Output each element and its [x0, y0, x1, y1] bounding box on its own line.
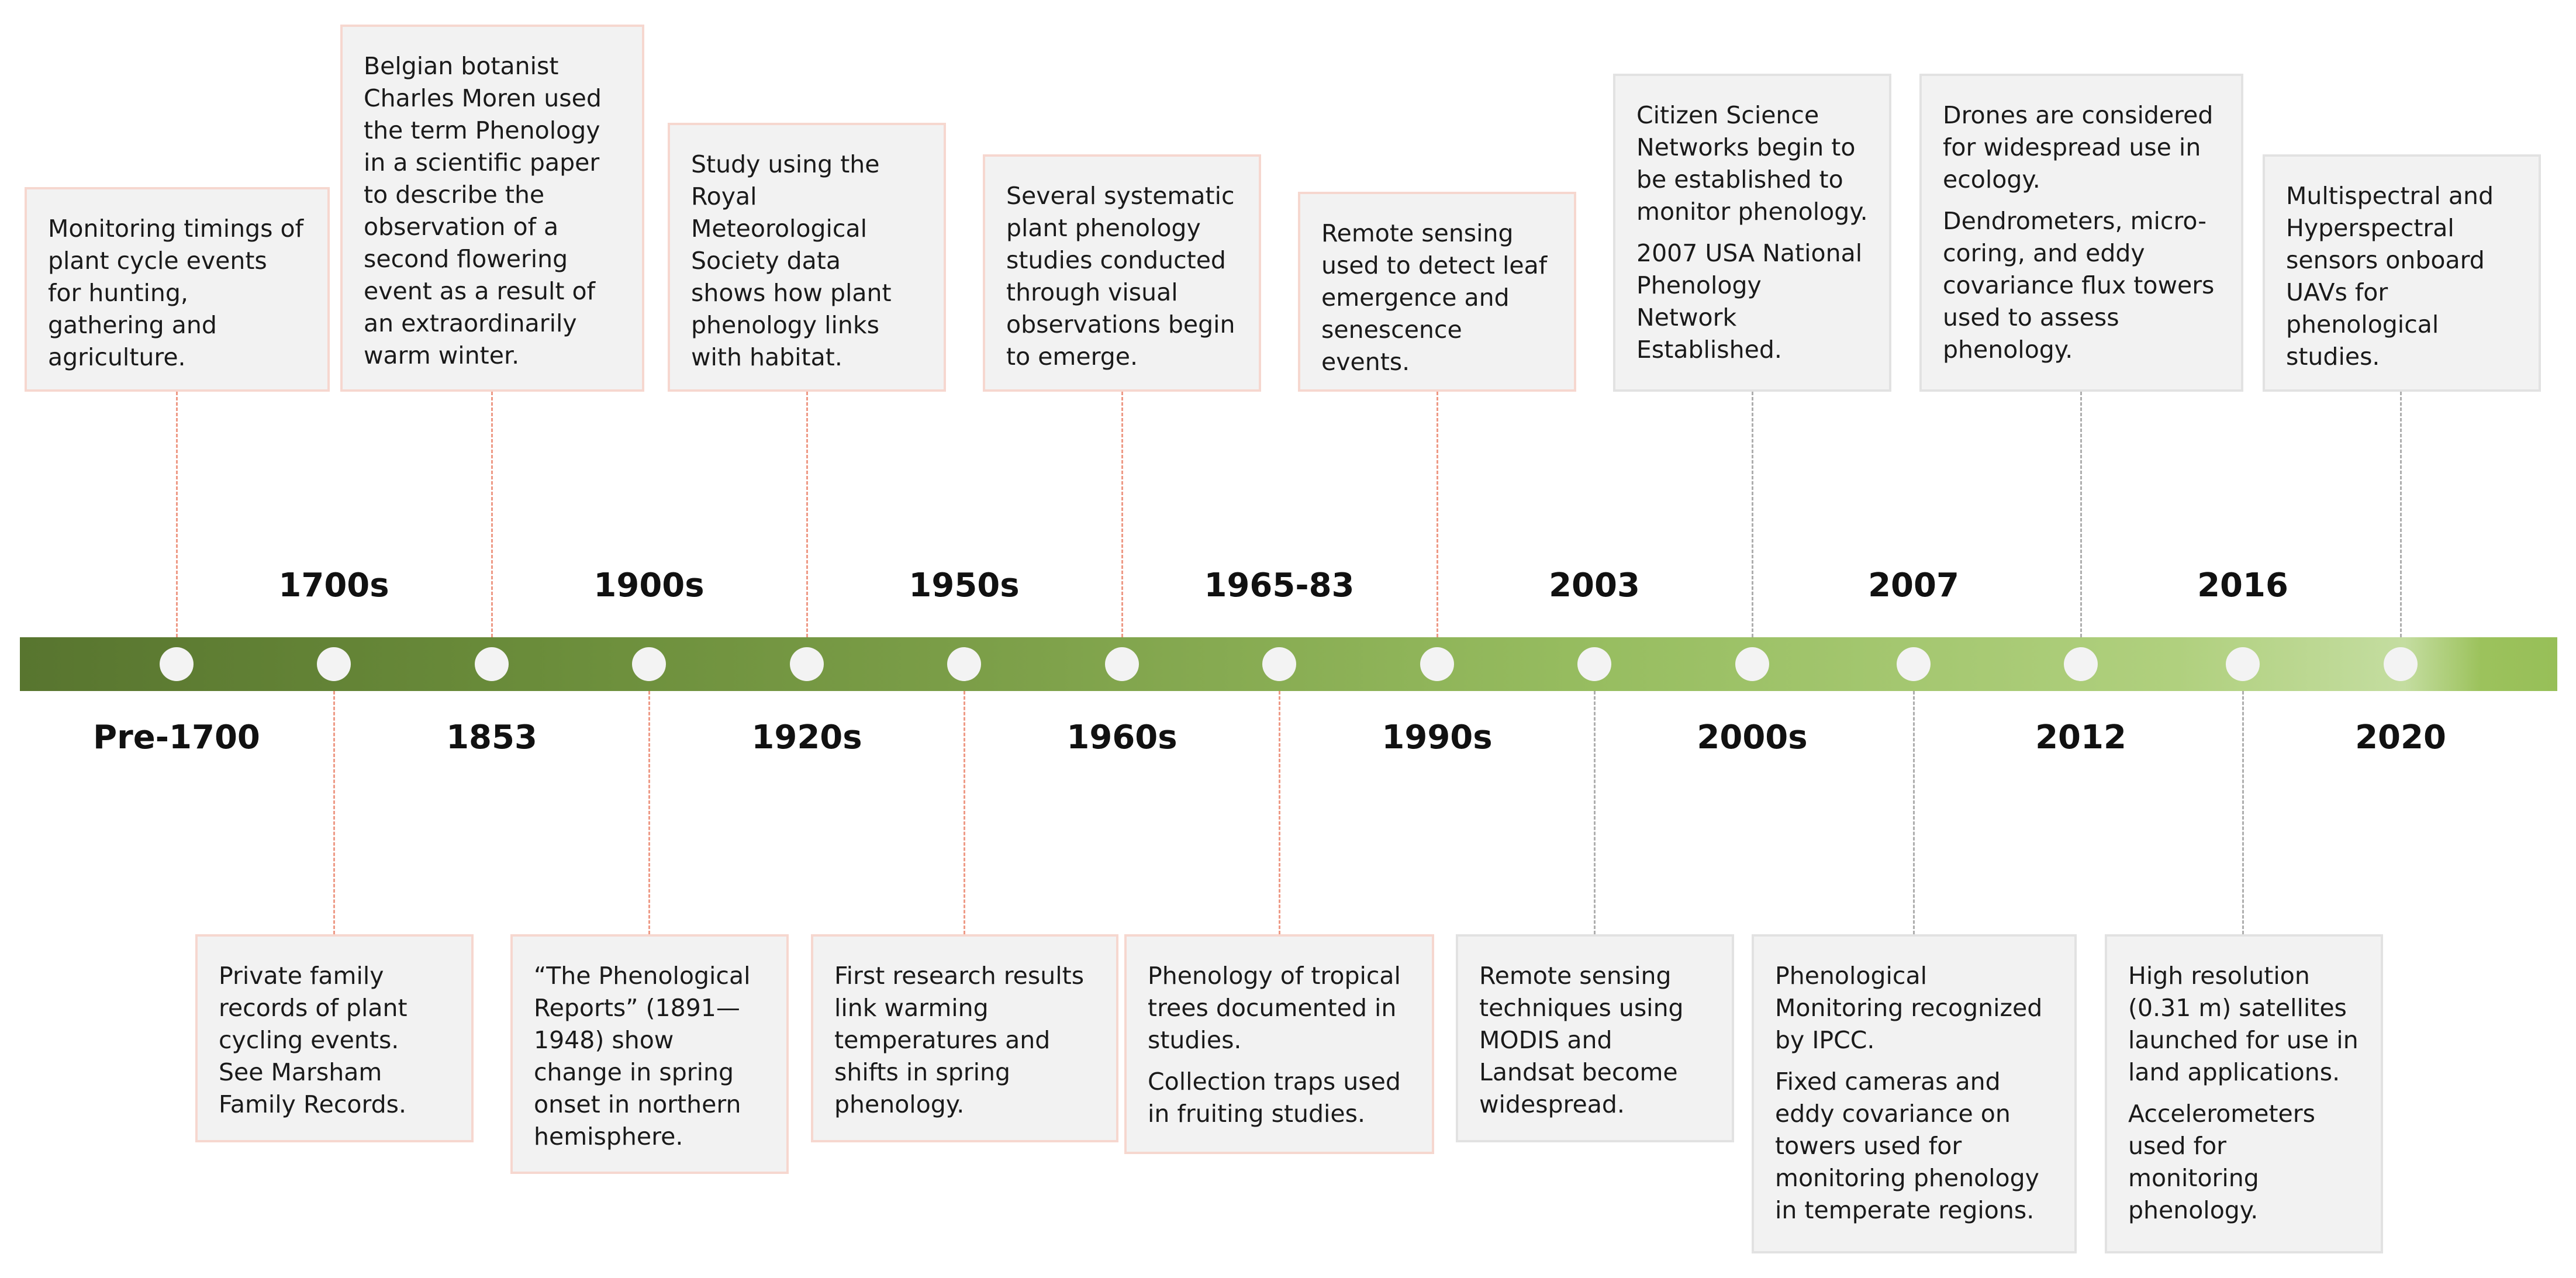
timeline-milestone-dot — [160, 647, 194, 681]
period-label-upper: 1950s — [909, 567, 1020, 605]
period-label-lower: 1920s — [751, 719, 862, 757]
timeline-milestone-dot — [632, 647, 666, 681]
timeline-milestone-dot — [2064, 647, 2098, 681]
connector-line — [964, 691, 965, 934]
timeline-milestone-dot — [1105, 647, 1139, 681]
period-label-upper: 2016 — [2197, 567, 2288, 605]
event-description: Several systematic plant phenology studies conducted through visual observations begin to emerge. — [1006, 182, 1235, 371]
connector-line — [2080, 392, 2082, 637]
event-box — [25, 187, 330, 392]
event-box — [811, 934, 1118, 1142]
event-description: Phenological Monitoring recognized by IPCC. — [1775, 962, 2043, 1054]
connector-line — [1437, 392, 1438, 637]
event-description: Phenology of tropical trees documented in studies. — [1148, 962, 1401, 1054]
period-label-lower: 2000s — [1697, 719, 1808, 757]
event-description: Collection traps used in fruiting studies. — [1148, 1068, 1401, 1128]
event-box — [668, 123, 946, 392]
connector-line — [2400, 392, 2402, 637]
connector-line — [1121, 392, 1123, 637]
connector-line — [333, 691, 335, 934]
event-box — [1919, 74, 2243, 392]
event-description: Monitoring timings of plant cycle events for hunting, gathering and agriculture. — [48, 215, 304, 371]
event-box — [1752, 934, 2077, 1253]
connector-line — [1594, 691, 1596, 934]
timeline-milestone-dot — [1420, 647, 1454, 681]
event-box — [1124, 934, 1434, 1154]
connector-line — [491, 392, 493, 637]
timeline-milestone-dot — [317, 647, 351, 681]
event-box — [1456, 934, 1734, 1142]
event-description: High resolution (0.31 m) satellites launched for use in land applications. — [2128, 962, 2359, 1086]
timeline-milestone-dot — [790, 647, 824, 681]
event-box — [1613, 74, 1891, 392]
event-description: First research results link warming temperatures and shifts in spring phenology. — [834, 962, 1085, 1118]
event-box — [2105, 934, 2383, 1253]
timeline-milestone-dot — [947, 647, 981, 681]
timeline-milestone-dot — [1577, 647, 1611, 681]
connector-line — [806, 392, 808, 637]
event-description: Accelerometers used for monitoring phenology. — [2128, 1100, 2315, 1224]
period-label-lower: 1960s — [1066, 719, 1177, 757]
event-box — [983, 154, 1261, 392]
connector-line — [648, 691, 650, 934]
event-description: Study using the Royal Meteorological Society data shows how plant phenology links with habitat. — [691, 150, 892, 371]
event-description: Drones are considered for widespread use in ecology. — [1943, 101, 2214, 194]
period-label-upper: 1900s — [593, 567, 705, 605]
period-label-lower: Pre-1700 — [93, 719, 260, 757]
event-box — [510, 934, 789, 1174]
timeline-milestone-dot — [1262, 647, 1296, 681]
connector-line — [1279, 691, 1280, 934]
period-label-upper: 1700s — [278, 567, 389, 605]
period-label-lower: 1990s — [1382, 719, 1493, 757]
period-label-upper: 1965-83 — [1204, 567, 1355, 605]
connector-line — [176, 392, 178, 637]
event-description: Private family records of plant cycling events. See Marsham Family Records. — [219, 962, 408, 1118]
connector-line — [1913, 691, 1915, 934]
event-box — [2263, 154, 2541, 392]
connector-line — [2242, 691, 2244, 934]
timeline-milestone-dot — [1735, 647, 1769, 681]
event-description: Remote sensing used to detect leaf emergence and senescence events. — [1321, 219, 1548, 376]
event-box — [340, 25, 644, 392]
timeline-milestone-dot — [2384, 647, 2418, 681]
timeline-milestone-dot — [475, 647, 509, 681]
period-label-lower: 2012 — [2035, 719, 2126, 757]
event-description: Citizen Science Networks begin to be established to monitor phenology. — [1636, 101, 1868, 226]
timeline-milestone-dot — [1897, 647, 1931, 681]
event-description: Multispectral and Hyperspectral sensors onboard UAVs for phenological studies. — [2286, 182, 2494, 371]
event-description: Fixed cameras and eddy covariance on towers used for monitoring phenology in temperate regions. — [1775, 1068, 2039, 1224]
event-description: 2007 USA National Phenology Network Established. — [1636, 239, 1863, 364]
event-description: Belgian botanist Charles Moren used the term Phenology in a scientific paper to describe the observation of a second flowering event as a result of an extraordinarily warm winter. — [364, 52, 602, 369]
period-label-upper: 2007 — [1868, 567, 1959, 605]
connector-line — [1752, 392, 1753, 637]
event-description: Dendrometers, micro-coring, and eddy covariance flux towers used to assess phenology. — [1943, 207, 2215, 364]
period-label-upper: 2003 — [1549, 567, 1640, 605]
period-label-lower: 2020 — [2355, 719, 2446, 757]
event-description: Remote sensing techniques using MODIS and Landsat become widespread. — [1479, 962, 1684, 1118]
period-label-lower: 1853 — [446, 719, 537, 757]
timeline-milestone-dot — [2226, 647, 2260, 681]
event-box — [195, 934, 474, 1142]
event-description: “The Phenological Reports” (1891—1948) show change in spring onset in northern hemisphere. — [534, 962, 751, 1151]
event-box — [1298, 192, 1576, 392]
